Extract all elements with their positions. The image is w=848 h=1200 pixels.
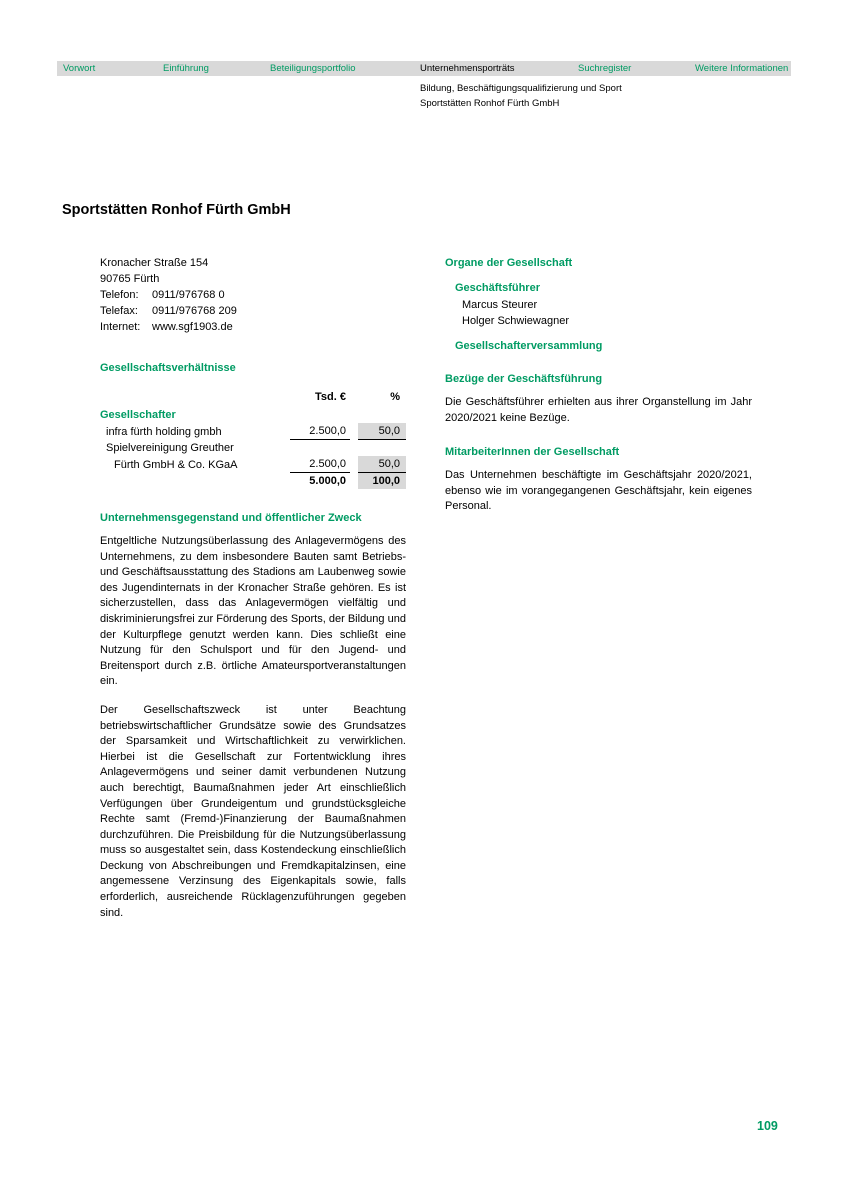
manager-name: Marcus Steurer [462, 299, 538, 311]
shareholder-tsd-value: 2.500,0 [290, 423, 350, 440]
organs-heading: Organe der Gesellschaft [445, 257, 573, 269]
shareholder-name-line2: Fürth GmbH & Co. KGaA [114, 459, 238, 471]
employees-text: Das Unternehmen beschäftigte im Geschäftsjahr 2020/2021, ebenso wie im vorangegangenen Geschäftsjahr, kein eigenes Personal. [445, 469, 752, 513]
table-total-row [100, 473, 406, 489]
table-row [100, 423, 406, 440]
managers-heading: Geschäftsführer [455, 282, 540, 294]
remuneration-heading: Bezüge der Geschäftsführung [445, 373, 603, 385]
page-number: 109 [757, 1119, 778, 1133]
telefax-value: 0911/976768 209 [152, 305, 237, 317]
telefax-label: Telefax: [100, 305, 138, 317]
column-header-percent: % [390, 391, 400, 403]
table-row [100, 456, 406, 473]
company-address-block [100, 255, 406, 335]
top-navigation-bar [57, 61, 791, 76]
telefon-row [100, 287, 406, 303]
breadcrumb-company: Sportstätten Ronhof Fürth GmbH [420, 98, 560, 109]
page-title: Sportstätten Ronhof Fürth GmbH [62, 202, 291, 218]
group-label-gesellschafter: Gesellschafter [100, 409, 176, 421]
purpose-paragraph-2: Der Gesellschaftszweck ist unter Beachtung betriebswirtschaftlicher Grundsätze sowie des Grundsatzes der Sparsamkeit und Wirtschaftlichkeit zu verwirklichen. Hierbei ist die Gesellschaft zur Fortentwicklung ihres Anlagevermögens und seiner damit verbundenen Nutzung auch berechtigt, Baumaßnahmen jeder Art einschließlich Verfügungen über Grundeigentum und grundstücksgleiche Rechte samt (Fremd-)Finanzierung der Baumaßnahmen durchzuführen. Die Preisbildung für die Nutzungsüberlassung muss so ausgestaltet sein, dass Kostendeckung einschließlich Deckung von Abschreibungen und Fremdkapitalzinsen, eine angemessene Verzinsung des Eigenkapitals sowie, falls erforderlich, ausreichende Rücklagenzuführungen gegeben sind. [100, 703, 406, 919]
remuneration-text: Die Geschäftsführer erhielten aus ihrer Organstellung im Jahr 2020/2021 keine Bezüge. [445, 396, 752, 424]
nav-item-beteiligungsportfolio[interactable]: Beteiligungsportfolio [270, 63, 356, 74]
shareholder-name: infra fürth holding gmbh [106, 426, 222, 438]
shareholder-pct-value: 50,0 [358, 456, 406, 473]
assembly-heading: Gesellschafterversammlung [455, 340, 603, 352]
nav-item-vorwort[interactable]: Vorwort [63, 63, 96, 74]
internet-row [100, 319, 406, 335]
purpose-paragraph-1: Entgeltliche Nutzungsüberlassung des Anlagevermögens des Unternehmens, zu dem insbesondere Bauten samt Betriebs- und Geschäftsausstattung des Stadions am Laubenweg sowie des Jugendinternats in der Kronacher Straße gehören. Es ist sicherzustellen, dass das Anlagevermögen vielfältig und diskriminierungsfrei zur Förderung des Sports, der Bildung und der Kulturpflege genutzt werden kann. Dies schließt eine Nutzung für den Schulsport und für den Jugend- und Breitensport durch z.B. örtliche Amateursportveranstaltungen ein. [100, 535, 406, 688]
address-street: Kronacher Straße 154 [100, 257, 209, 269]
internet-label: Internet: [100, 321, 141, 333]
shareholders-table [100, 389, 406, 489]
manager-name: Holger Schwiewagner [462, 315, 569, 327]
shareholder-name-line1: Spielvereinigung Greuther [106, 442, 234, 454]
total-pct-value: 100,0 [358, 473, 406, 489]
shareholder-pct-value: 50,0 [358, 423, 406, 440]
nav-item-einfuehrung[interactable]: Einführung [163, 63, 209, 74]
purpose-heading: Unternehmensgegenstand und öffentlicher Zweck [100, 512, 362, 524]
right-column [445, 256, 752, 515]
telefon-value: 0911/976768 0 [152, 289, 225, 301]
table-header-row [100, 389, 406, 405]
nav-item-weitere-informationen[interactable]: Weitere Informationen [695, 63, 789, 74]
total-tsd-value: 5.000,0 [309, 475, 346, 487]
column-header-tsd-eur: Tsd. € [315, 391, 346, 403]
table-row [100, 440, 406, 456]
shareholdings-heading: Gesellschaftsverhältnisse [100, 362, 236, 374]
breadcrumb-section: Bildung, Beschäftigungsqualifizierung und Sport [420, 83, 622, 94]
website-link[interactable]: www.sgf1903.de [152, 321, 233, 333]
left-column [100, 255, 406, 921]
nav-item-suchregister[interactable]: Suchregister [578, 63, 632, 74]
nav-item-unternehmensportraets[interactable]: Unternehmensporträts [420, 63, 515, 74]
telefax-row [100, 303, 406, 319]
table-group-row [100, 407, 406, 423]
address-city: 90765 Fürth [100, 273, 160, 285]
shareholder-tsd-value: 2.500,0 [290, 456, 350, 473]
employees-heading: MitarbeiterInnen der Gesellschaft [445, 446, 620, 459]
breadcrumb [420, 81, 622, 111]
telefon-label: Telefon: [100, 289, 139, 301]
